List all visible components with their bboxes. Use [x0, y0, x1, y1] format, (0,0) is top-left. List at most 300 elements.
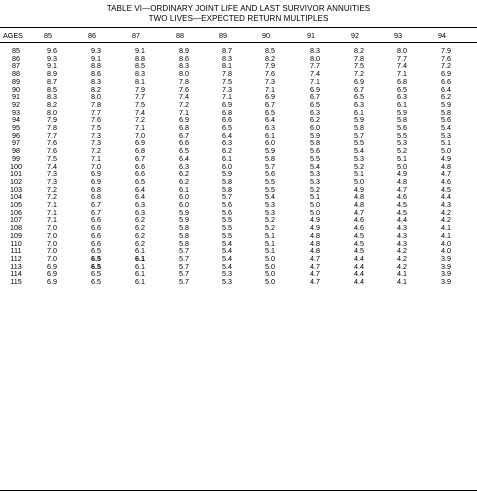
table-cell: 5.4 — [265, 192, 275, 202]
table-cell: 4.4 — [354, 269, 364, 279]
table-cell: 4.3 — [397, 223, 407, 233]
table-cell: 4.3 — [441, 200, 451, 209]
table-cell: 5.0 — [441, 146, 451, 156]
table-cell: 7.7 — [47, 130, 57, 140]
table-cell: 6.2 — [135, 230, 145, 240]
table-cell: 6.9 — [47, 277, 57, 286]
table-cell: 4.4 — [354, 261, 364, 271]
table-cell: 4.6 — [441, 176, 451, 186]
table-cell: 5.8 — [179, 230, 189, 240]
table-cell: 6.4 — [135, 192, 145, 202]
table-cell: 6.6 — [135, 161, 145, 171]
table-cell: 6.5 — [310, 99, 320, 109]
row-age-label: 101 — [10, 169, 22, 179]
table-cell: 5.0 — [265, 277, 275, 286]
table-cell: 7.6 — [265, 69, 275, 79]
table-cell: 5.0 — [265, 253, 275, 263]
table-cell: 8.9 — [47, 69, 57, 79]
table-cell: 5.4 — [222, 261, 232, 271]
table-cell: 4.5 — [354, 246, 364, 256]
table-cell: 6.0 — [265, 138, 275, 148]
table-cell: 8.2 — [265, 53, 275, 63]
column-header-age-86: 86 — [88, 31, 96, 40]
table-cell: 6.3 — [135, 207, 145, 217]
table-cell: 6.1 — [265, 130, 275, 140]
table-cell: 6.0 — [310, 123, 320, 132]
table-cell: 6.5 — [135, 176, 145, 186]
table-cell: 4.0 — [441, 246, 451, 256]
table-cell: 4.8 — [310, 238, 320, 248]
table-cell: 7.5 — [354, 61, 364, 71]
table-cell: 5.4 — [222, 238, 232, 248]
table-cell: 5.3 — [265, 207, 275, 217]
table-cell: 6.4 — [222, 130, 232, 140]
table-cell: 8.2 — [47, 99, 57, 109]
table-cell: 6.4 — [441, 84, 451, 94]
table-cell: 8.5 — [135, 61, 145, 71]
table-cell: 7.2 — [441, 61, 451, 71]
table-cell: 7.2 — [47, 192, 57, 202]
table-cell: 5.0 — [265, 261, 275, 271]
table-row — [0, 278, 477, 286]
row-age-label: 108 — [10, 223, 22, 233]
table-cell: 4.9 — [397, 169, 407, 179]
table-cell: 5.8 — [397, 115, 407, 125]
table-cell: 5.8 — [179, 223, 189, 233]
table-cell: 4.8 — [310, 230, 320, 240]
table-cell: 7.0 — [47, 230, 57, 240]
table-cell: 5.7 — [179, 246, 189, 256]
table-cell: 6.9 — [91, 176, 101, 186]
table-cell: 5.3 — [265, 200, 275, 209]
table-cell: 7.6 — [441, 53, 451, 63]
table-cell: 9.1 — [135, 46, 145, 55]
table-cell: 7.1 — [397, 69, 407, 79]
table-cell: 5.4 — [354, 146, 364, 156]
table-cell: 7.2 — [135, 115, 145, 125]
table-cell: 7.1 — [265, 84, 275, 94]
table-cell: 6.6 — [135, 169, 145, 179]
table-cell: 6.7 — [310, 92, 320, 102]
table-cell: 6.2 — [135, 215, 145, 225]
row-age-label: 104 — [10, 192, 22, 202]
table-cell: 8.7 — [222, 46, 232, 55]
table-cell: 6.7 — [91, 200, 101, 209]
table-cell: 6.7 — [135, 153, 145, 163]
table-cell: 9.1 — [91, 53, 101, 63]
row-age-label: 97 — [12, 138, 20, 148]
row-age-label: 89 — [12, 76, 20, 86]
table-cell: 8.2 — [354, 46, 364, 55]
table-cell: 6.5 — [91, 277, 101, 286]
table-cell: 4.7 — [310, 261, 320, 271]
table-title — [0, 4, 477, 24]
row-age-label: 91 — [12, 92, 20, 102]
table-cell: 7.1 — [47, 200, 57, 209]
table-cell: 8.3 — [179, 61, 189, 71]
table-cell: 5.7 — [179, 253, 189, 263]
table-cell: 6.5 — [179, 146, 189, 156]
table-cell: 4.6 — [354, 223, 364, 233]
column-header-age-91: 91 — [307, 31, 315, 40]
table-cell: 6.5 — [91, 269, 101, 279]
table-cell: 5.6 — [397, 123, 407, 132]
header-rule — [0, 42, 477, 43]
table-cell: 8.3 — [47, 92, 57, 102]
table-cell: 7.1 — [222, 92, 232, 102]
table-cell: 6.2 — [441, 92, 451, 102]
table-cell: 7.0 — [91, 161, 101, 171]
table-cell: 5.3 — [441, 130, 451, 140]
table-cell: 5.7 — [179, 261, 189, 271]
table-cell: 7.0 — [47, 253, 57, 263]
table-cell: 5.0 — [310, 200, 320, 209]
table-cell: 6.9 — [47, 261, 57, 271]
table-cell: 6.1 — [222, 153, 232, 163]
table-cell: 5.3 — [310, 176, 320, 186]
table-cell: 6.4 — [135, 184, 145, 194]
row-age-label: 96 — [12, 130, 20, 140]
table-cell: 4.3 — [397, 230, 407, 240]
table-cell: 4.0 — [441, 238, 451, 248]
table-cell: 4.7 — [441, 169, 451, 179]
table-cell: 5.6 — [441, 115, 451, 125]
table-cell: 6.9 — [265, 92, 275, 102]
column-header-age-94: 94 — [438, 31, 446, 40]
table-cell: 6.9 — [310, 84, 320, 94]
table-cell: 4.8 — [310, 246, 320, 256]
table-cell: 5.3 — [310, 169, 320, 179]
row-age-label: 103 — [10, 184, 22, 194]
table-cell: 5.3 — [397, 138, 407, 148]
table-cell: 7.7 — [135, 92, 145, 102]
table-cell: 6.8 — [222, 107, 232, 117]
table-cell: 7.9 — [441, 46, 451, 55]
table-cell: 4.9 — [310, 215, 320, 225]
table-cell: 7.1 — [179, 107, 189, 117]
table-cell: 6.8 — [91, 184, 101, 194]
table-cell: 5.9 — [179, 207, 189, 217]
table-cell: 8.8 — [91, 61, 101, 71]
table-cell: 3.9 — [441, 253, 451, 263]
table-cell: 8.5 — [265, 46, 275, 55]
table-cell: 6.4 — [179, 153, 189, 163]
table-cell: 8.9 — [179, 46, 189, 55]
table-cell: 6.7 — [179, 130, 189, 140]
column-header-age-89: 89 — [219, 31, 227, 40]
table-cell: 6.8 — [397, 76, 407, 86]
table-cell: 7.2 — [47, 184, 57, 194]
table-cell: 5.5 — [265, 184, 275, 194]
table-cell: 5.1 — [310, 192, 320, 202]
table-cell: 5.4 — [310, 161, 320, 171]
table-cell: 7.3 — [47, 176, 57, 186]
table-cell: 4.1 — [397, 269, 407, 279]
table-cell: 7.6 — [91, 115, 101, 125]
table-cell: 4.5 — [397, 207, 407, 217]
table-cell: 5.7 — [265, 161, 275, 171]
table-cell: 5.1 — [354, 169, 364, 179]
row-age-label: 95 — [12, 123, 20, 132]
row-age-label: 115 — [10, 277, 22, 286]
table-cell: 7.8 — [47, 123, 57, 132]
table-cell: 5.5 — [222, 230, 232, 240]
table-cell: 4.1 — [441, 230, 451, 240]
table-cell: 6.3 — [135, 200, 145, 209]
table-cell: 4.8 — [354, 200, 364, 209]
row-age-label: 85 — [12, 46, 20, 55]
table-cell: 4.4 — [354, 253, 364, 263]
table-cell: 6.0 — [179, 192, 189, 202]
row-age-label: 94 — [12, 115, 20, 125]
table-cell: 5.2 — [310, 184, 320, 194]
table-cell: 7.2 — [91, 146, 101, 156]
table-cell: 6.5 — [354, 92, 364, 102]
table-cell: 6.3 — [310, 107, 320, 117]
table-cell: 4.8 — [397, 176, 407, 186]
table-cell: 5.1 — [397, 153, 407, 163]
table-cell: 6.3 — [354, 99, 364, 109]
table-cell: 5.6 — [265, 169, 275, 179]
table-cell: 4.4 — [354, 277, 364, 286]
table-cell: 5.0 — [265, 269, 275, 279]
table-cell: 7.3 — [222, 84, 232, 94]
table-title-line-2: TWO LIVES—EXPECTED RETURN MULTIPLES — [148, 14, 329, 23]
table-cell: 7.3 — [91, 130, 101, 140]
row-age-label: 110 — [10, 238, 22, 248]
table-cell: 7.0 — [47, 238, 57, 248]
table-cell: 7.5 — [91, 123, 101, 132]
table-cell: 4.2 — [397, 246, 407, 256]
table-cell: 5.2 — [397, 146, 407, 156]
table-cell: 5.9 — [222, 169, 232, 179]
table-cell: 4.6 — [354, 215, 364, 225]
table-cell: 5.8 — [310, 138, 320, 148]
row-age-label: 98 — [12, 146, 20, 156]
table-cell: 6.1 — [397, 99, 407, 109]
table-cell: 5.9 — [265, 146, 275, 156]
table-cell: 6.3 — [222, 138, 232, 148]
table-cell: 5.4 — [222, 253, 232, 263]
column-header-age-90: 90 — [262, 31, 270, 40]
table-cell: 3.9 — [441, 269, 451, 279]
table-cell: 7.0 — [47, 223, 57, 233]
table-cell: 7.6 — [179, 84, 189, 94]
table-cell: 5.7 — [222, 192, 232, 202]
table-cell: 4.5 — [354, 230, 364, 240]
table-cell: 9.3 — [91, 46, 101, 55]
table-cell: 6.2 — [179, 176, 189, 186]
table-cell: 4.4 — [397, 215, 407, 225]
table-cell: 4.8 — [441, 161, 451, 171]
table-cell: 7.5 — [135, 99, 145, 109]
table-cell: 7.4 — [310, 69, 320, 79]
table-cell: 4.2 — [397, 261, 407, 271]
table-cell: 6.2 — [179, 169, 189, 179]
table-cell: 7.6 — [47, 138, 57, 148]
table-cell: 4.5 — [397, 200, 407, 209]
table-cell: 7.3 — [91, 138, 101, 148]
table-cell: 7.4 — [47, 161, 57, 171]
table-cell: 6.4 — [265, 115, 275, 125]
table-cell: 6.8 — [91, 192, 101, 202]
table-cell: 7.3 — [47, 169, 57, 179]
table-cell: 7.1 — [135, 123, 145, 132]
table-cell: 6.1 — [135, 261, 145, 271]
table-cell: 6.1 — [135, 253, 145, 263]
table-cell: 9.1 — [47, 61, 57, 71]
table-cell: 5.7 — [354, 130, 364, 140]
row-age-label: 88 — [12, 69, 20, 79]
row-age-label: 111 — [10, 246, 22, 256]
table-cell: 6.1 — [354, 107, 364, 117]
table-cell: 5.4 — [222, 246, 232, 256]
table-cell: 6.5 — [91, 246, 101, 256]
table-cell: 5.2 — [265, 215, 275, 225]
table-cell: 5.6 — [222, 200, 232, 209]
table-cell: 8.3 — [310, 46, 320, 55]
table-cell: 6.1 — [135, 269, 145, 279]
table-cell: 6.1 — [135, 246, 145, 256]
row-age-label: 99 — [12, 153, 20, 163]
table-cell: 4.1 — [397, 277, 407, 286]
table-cell: 8.0 — [91, 92, 101, 102]
table-cell: 7.7 — [397, 53, 407, 63]
table-cell: 5.9 — [179, 215, 189, 225]
table-cell: 6.9 — [91, 169, 101, 179]
table-cell: 5.1 — [265, 238, 275, 248]
table-cell: 5.4 — [441, 123, 451, 132]
table-cell: 6.6 — [91, 215, 101, 225]
table-cell: 5.9 — [354, 115, 364, 125]
table-cell: 5.8 — [222, 176, 232, 186]
table-cell: 6.3 — [265, 123, 275, 132]
table-cell: 7.1 — [47, 215, 57, 225]
table-cell: 5.5 — [397, 130, 407, 140]
table-cell: 7.2 — [179, 99, 189, 109]
table-cell: 6.7 — [265, 99, 275, 109]
table-cell: 6.9 — [222, 99, 232, 109]
table-cell: 3.9 — [441, 277, 451, 286]
row-age-label: 107 — [10, 215, 22, 225]
table-cell: 5.9 — [310, 130, 320, 140]
table-cell: 7.4 — [135, 107, 145, 117]
table-cell: 5.8 — [222, 184, 232, 194]
table-cell: 4.9 — [354, 184, 364, 194]
table-cell: 7.8 — [179, 76, 189, 86]
row-age-label: 87 — [12, 61, 20, 71]
table-cell: 5.2 — [354, 161, 364, 171]
table-cell: 8.3 — [222, 53, 232, 63]
table-cell: 8.0 — [397, 46, 407, 55]
table-cell: 8.8 — [135, 53, 145, 63]
table-cell: 5.9 — [441, 99, 451, 109]
table-cell: 7.9 — [47, 115, 57, 125]
table-cell: 8.0 — [310, 53, 320, 63]
table-cell: 5.0 — [397, 161, 407, 171]
table-cell: 4.7 — [397, 184, 407, 194]
table-cell: 8.2 — [91, 84, 101, 94]
table-cell: 8.3 — [91, 76, 101, 86]
table-cell: 5.7 — [179, 269, 189, 279]
table-cell: 5.5 — [222, 223, 232, 233]
table-cell: 5.5 — [222, 215, 232, 225]
table-cell: 7.8 — [91, 99, 101, 109]
table-cell: 4.7 — [354, 207, 364, 217]
table-cell: 6.5 — [397, 84, 407, 94]
table-cell: 5.5 — [354, 138, 364, 148]
table-cell: 5.7 — [179, 277, 189, 286]
table-cell: 8.1 — [222, 61, 232, 71]
table-cell: 5.8 — [441, 107, 451, 117]
table-cell: 4.1 — [441, 223, 451, 233]
table-cell: 7.7 — [91, 107, 101, 117]
table-cell: 8.3 — [135, 69, 145, 79]
row-age-label: 86 — [12, 53, 20, 63]
table-cell: 4.8 — [354, 192, 364, 202]
table-cell: 6.7 — [91, 207, 101, 217]
table-cell: 6.9 — [135, 138, 145, 148]
table-cell: 6.9 — [179, 115, 189, 125]
table-cell: 7.3 — [265, 76, 275, 86]
table-cell: 5.1 — [265, 246, 275, 256]
table-cell: 6.9 — [47, 269, 57, 279]
table-cell: 5.6 — [310, 146, 320, 156]
table-cell: 4.9 — [441, 153, 451, 163]
table-cell: 6.9 — [354, 76, 364, 86]
table-cell: 7.1 — [91, 153, 101, 163]
row-age-label: 92 — [12, 99, 20, 109]
table-cell: 4.2 — [441, 207, 451, 217]
table-cell: 7.1 — [310, 76, 320, 86]
table-cell: 5.3 — [222, 277, 232, 286]
row-age-label: 113 — [10, 261, 22, 271]
table-cell: 4.7 — [310, 269, 320, 279]
table-cell: 8.1 — [135, 76, 145, 86]
top-rule — [0, 27, 477, 28]
table-cell: 6.6 — [222, 115, 232, 125]
table-cell: 6.2 — [222, 146, 232, 156]
table-cell: 3.9 — [441, 261, 451, 271]
row-age-label: 100 — [10, 161, 22, 171]
row-age-label: 109 — [10, 230, 22, 240]
table-cell: 7.6 — [47, 146, 57, 156]
table-cell: 7.1 — [47, 207, 57, 217]
table-cell: 4.6 — [397, 192, 407, 202]
column-header-age-88: 88 — [176, 31, 184, 40]
row-age-label: 90 — [12, 84, 20, 94]
table-cell: 6.6 — [179, 138, 189, 148]
table-cell: 7.4 — [179, 92, 189, 102]
table-cell: 4.9 — [310, 223, 320, 233]
table-cell: 5.1 — [265, 230, 275, 240]
table-title-line-1: TABLE VI—ORDINARY JOINT LIFE AND LAST SURVIVOR ANNUITIES — [106, 4, 371, 13]
table-cell: 6.1 — [135, 277, 145, 286]
table-cell: 5.6 — [222, 207, 232, 217]
table-cell: 4.5 — [354, 238, 364, 248]
table-cell: 6.1 — [179, 184, 189, 194]
table-cell: 6.5 — [91, 261, 101, 271]
table-cell: 7.8 — [222, 69, 232, 79]
table-cell: 5.1 — [441, 138, 451, 148]
column-header-age-87: 87 — [132, 31, 140, 40]
table-cell: 6.8 — [135, 146, 145, 156]
table-cell: 5.2 — [265, 223, 275, 233]
table-cell: 5.3 — [222, 269, 232, 279]
bottom-rule — [0, 490, 477, 491]
column-header-age-85: 85 — [44, 31, 52, 40]
table-cell: 5.3 — [354, 153, 364, 163]
